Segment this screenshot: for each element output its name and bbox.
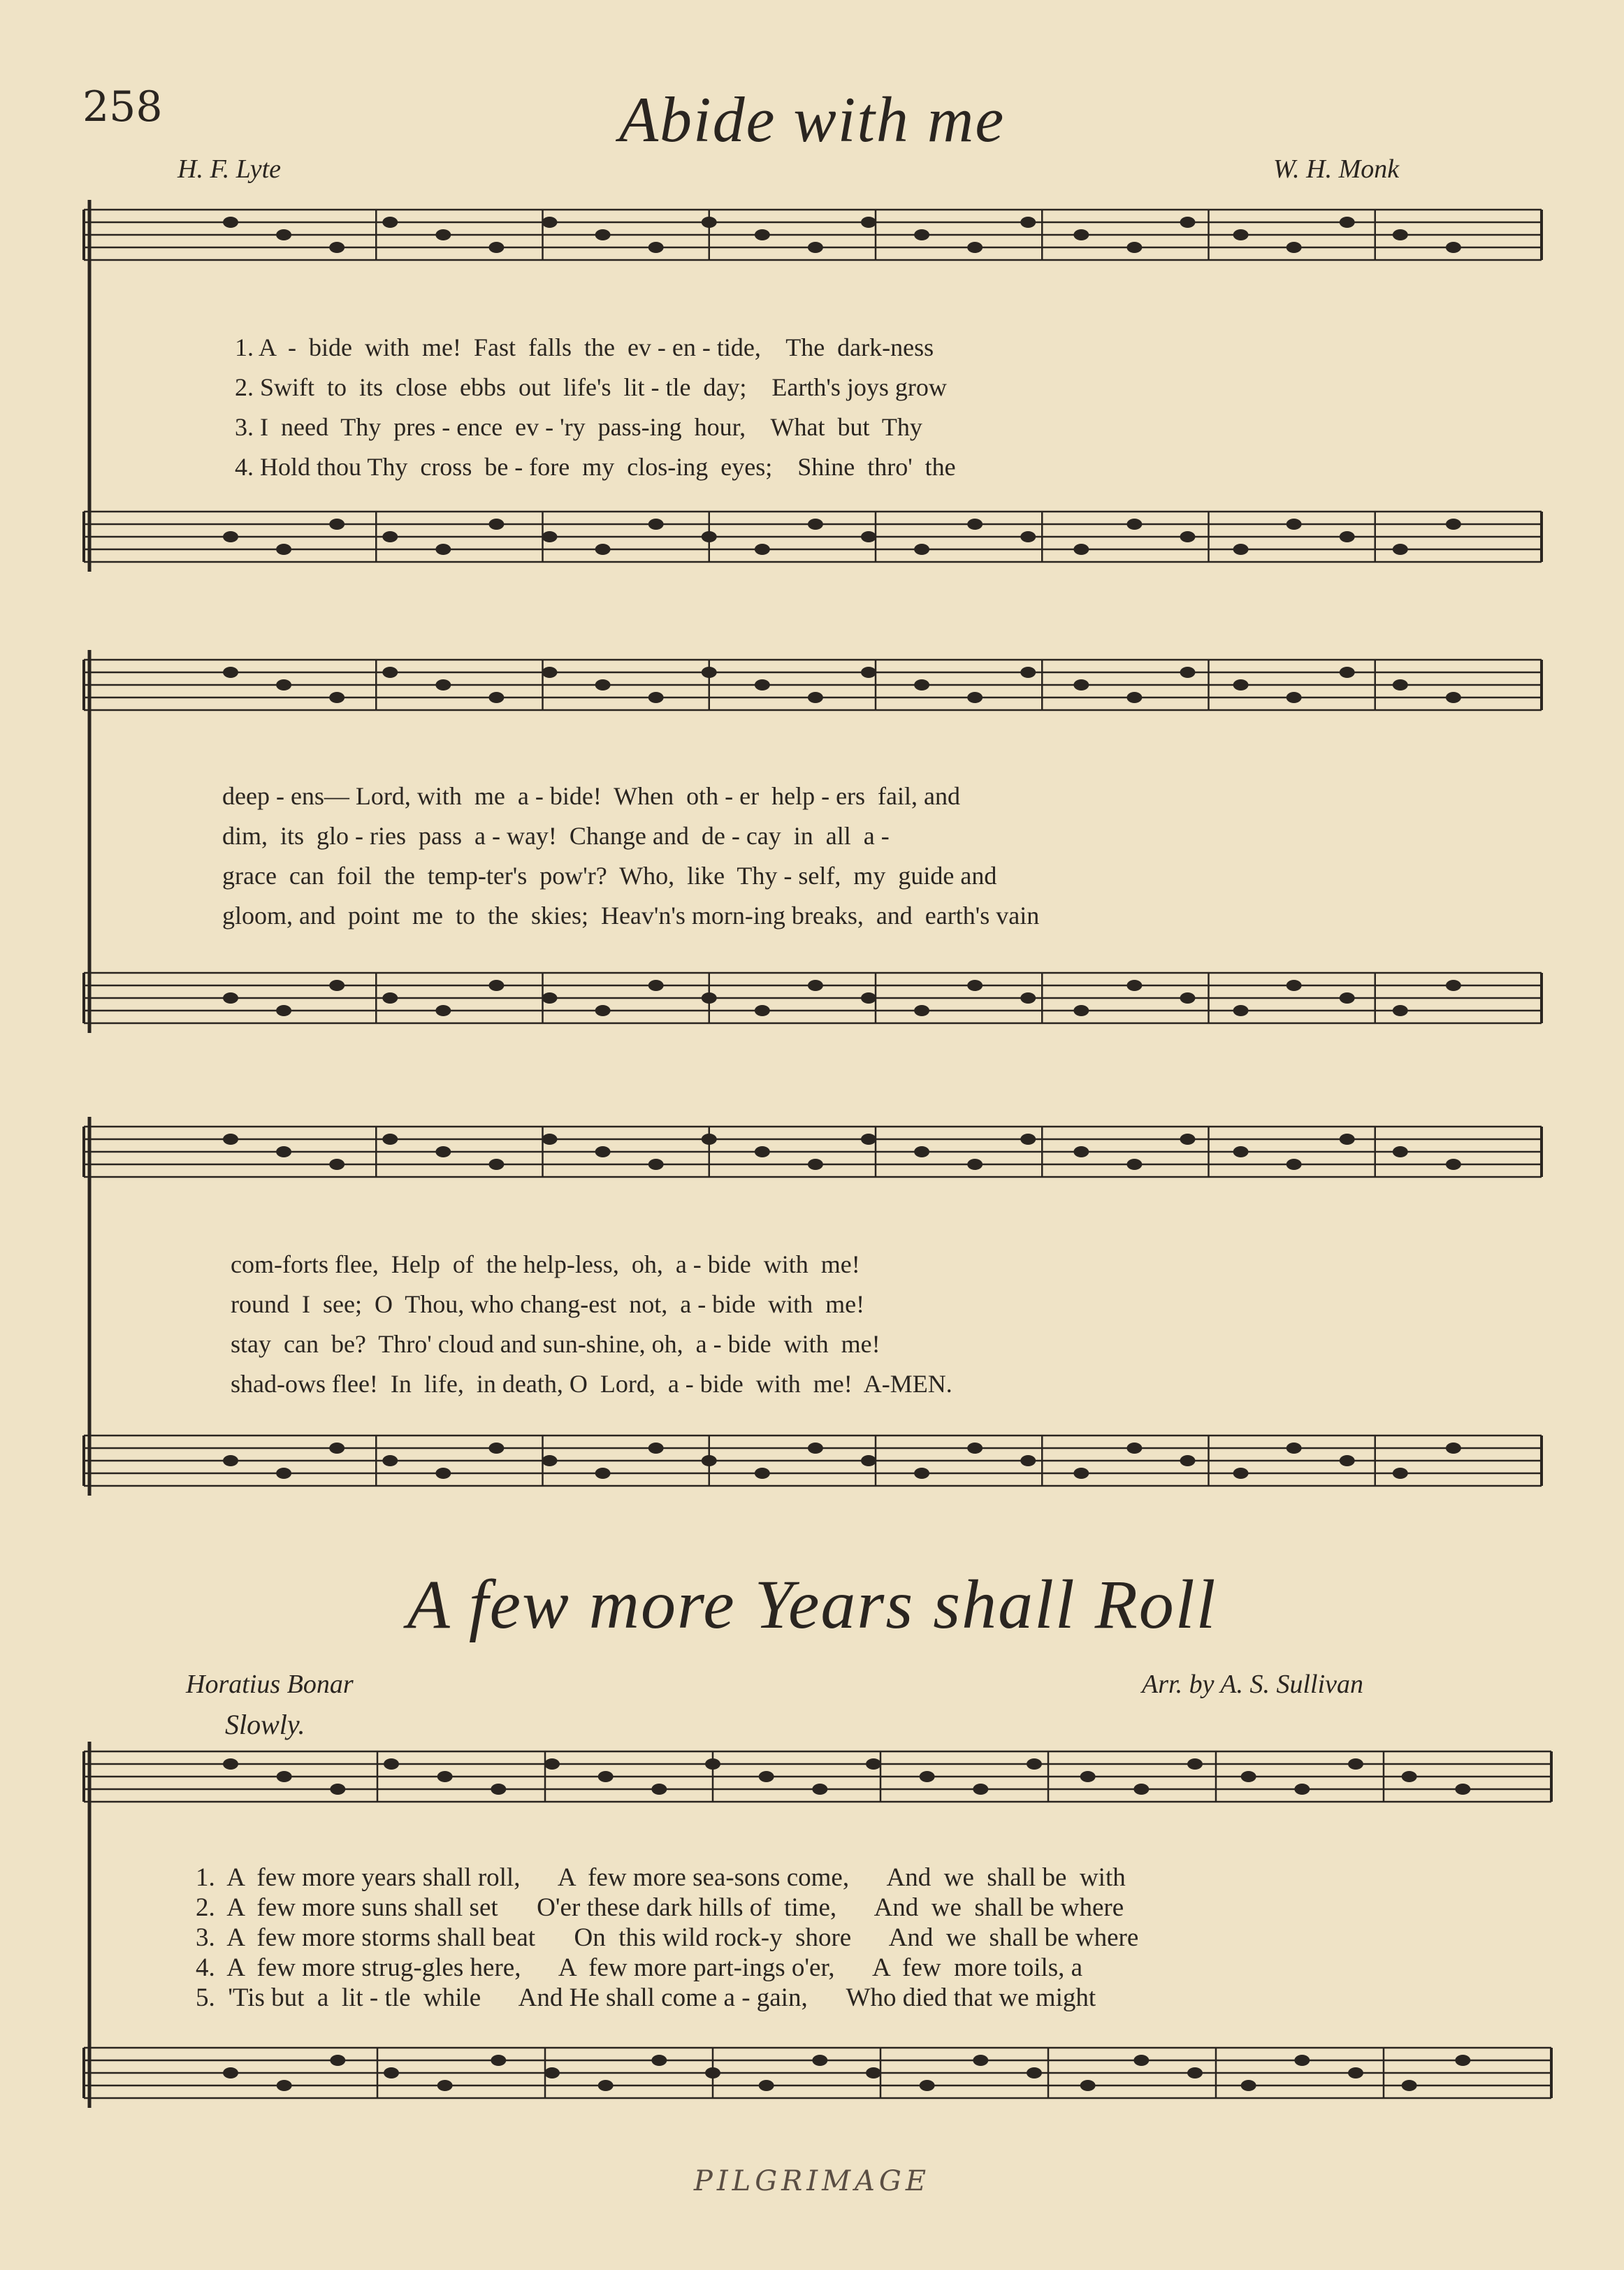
note-head: [920, 2080, 935, 2091]
note-head: [595, 229, 611, 240]
note-head: [437, 2080, 453, 2091]
note-head: [1126, 1443, 1142, 1454]
note-head: [435, 544, 451, 555]
note-head: [1073, 544, 1089, 555]
note-head: [1020, 217, 1036, 228]
note-head: [648, 692, 664, 703]
lyric-line: com-forts flee, Help of the help-less, oh, a - bide with me!: [231, 1250, 860, 1278]
note-head: [542, 531, 558, 542]
note-head: [382, 992, 398, 1004]
hymn2-lyricist-credit: Horatius Bonar: [186, 1670, 354, 1699]
note-head: [808, 242, 823, 253]
tempo-marking: Slowly.: [225, 1709, 305, 1740]
lyric-line: 3. I need Thy pres - ence ev - 'ry pass-ing hour, What but Thy: [235, 413, 922, 441]
lyric-line: stay can be? Thro' cloud and sun-shine, oh, a - bide with me!: [231, 1330, 880, 1358]
note-head: [1187, 2067, 1203, 2079]
note-head: [595, 1005, 611, 1016]
note-head: [1180, 1455, 1196, 1466]
note-head: [435, 1146, 451, 1157]
note-head: [866, 2067, 881, 2079]
lyric-line: 5. 'Tis but a lit - tle while And He shall come a - gain, Who died that we might: [196, 1983, 1096, 2012]
note-head: [866, 1758, 881, 1770]
note-head: [1020, 1455, 1036, 1466]
note-head: [1393, 1468, 1408, 1479]
note-head: [1233, 679, 1249, 691]
note-head: [705, 1758, 720, 1770]
note-head: [1286, 980, 1302, 991]
note-head: [382, 667, 398, 678]
note-head: [330, 2055, 345, 2066]
note-head: [914, 1005, 929, 1016]
note-head: [755, 1005, 770, 1016]
note-head: [488, 980, 504, 991]
note-head: [1073, 1468, 1089, 1479]
note-head: [223, 531, 238, 542]
note-head: [435, 1005, 451, 1016]
note-head: [1073, 229, 1089, 240]
note-head: [488, 692, 504, 703]
note-head: [1402, 2080, 1417, 2091]
note-head: [1073, 679, 1089, 691]
note-head: [1233, 1468, 1249, 1479]
note-head: [1340, 1455, 1355, 1466]
note-head: [595, 1468, 611, 1479]
note-head: [542, 667, 558, 678]
note-head: [223, 2067, 238, 2079]
note-head: [435, 229, 451, 240]
note-head: [329, 692, 345, 703]
note-head: [967, 1159, 983, 1170]
note-head: [973, 2055, 988, 2066]
note-head: [1446, 242, 1461, 253]
note-head: [1286, 519, 1302, 530]
note-head: [223, 1134, 238, 1145]
note-head: [1393, 229, 1408, 240]
note-head: [1393, 679, 1408, 691]
note-head: [276, 679, 291, 691]
note-head: [435, 1468, 451, 1479]
note-head: [702, 992, 717, 1004]
hymn2-arranger-credit: Arr. by A. S. Sullivan: [1142, 1670, 1364, 1699]
note-head: [1180, 1134, 1196, 1145]
lyric-line: deep - ens— Lord, with me a - bide! When oth - er help - ers fail, and: [222, 782, 960, 810]
note-head: [755, 229, 770, 240]
note-head: [276, 1468, 291, 1479]
note-head: [1126, 1159, 1142, 1170]
lyric-line: dim, its glo - ries pass a - way! Change and de - cay in all a -: [222, 822, 890, 850]
note-head: [755, 1146, 770, 1157]
note-head: [702, 1134, 717, 1145]
note-head: [1027, 2067, 1042, 2079]
lyric-line: gloom, and point me to the skies; Heav'n's morn-ing breaks, and earth's vain: [222, 902, 1040, 930]
note-head: [1233, 229, 1249, 240]
lyricist-credit: H. F. Lyte: [177, 154, 282, 184]
note-head: [223, 992, 238, 1004]
note-head: [808, 519, 823, 530]
note-head: [276, 1146, 291, 1157]
note-head: [967, 519, 983, 530]
note-head: [1133, 2055, 1149, 2066]
hymn-title: Abide with me: [618, 84, 1006, 155]
note-head: [808, 1159, 823, 1170]
note-head: [1126, 980, 1142, 991]
note-head: [277, 1771, 292, 1782]
note-head: [702, 1455, 717, 1466]
note-head: [595, 544, 611, 555]
note-head: [1233, 1146, 1249, 1157]
note-head: [973, 1784, 988, 1795]
note-head: [1126, 242, 1142, 253]
note-head: [1073, 1005, 1089, 1016]
note-head: [382, 531, 398, 542]
lyric-line: 3. A few more storms shall beat On this wild rock-y shore And we shall be where: [196, 1923, 1139, 1952]
note-head: [1286, 1159, 1302, 1170]
note-head: [1233, 1005, 1249, 1016]
note-head: [1241, 1771, 1256, 1782]
note-head: [1294, 2055, 1310, 2066]
note-head: [967, 980, 983, 991]
note-head: [1133, 1784, 1149, 1795]
note-head: [542, 992, 558, 1004]
note-head: [914, 679, 929, 691]
note-head: [1340, 531, 1355, 542]
note-head: [648, 519, 664, 530]
note-head: [861, 1134, 876, 1145]
note-head: [914, 229, 929, 240]
note-head: [544, 1758, 560, 1770]
note-head: [1080, 2080, 1096, 2091]
note-head: [755, 544, 770, 555]
note-head: [861, 217, 876, 228]
lyric-line: 4. Hold thou Thy cross be - fore my clos-ing eyes; Shine thro' the: [235, 453, 956, 481]
note-head: [488, 519, 504, 530]
note-head: [861, 531, 876, 542]
note-head: [1286, 1443, 1302, 1454]
note-head: [1180, 531, 1196, 542]
note-head: [598, 2080, 614, 2091]
note-head: [648, 1159, 664, 1170]
note-head: [1340, 1134, 1355, 1145]
note-head: [755, 679, 770, 691]
note-head: [488, 242, 504, 253]
note-head: [223, 667, 238, 678]
note-head: [1080, 1771, 1096, 1782]
lyric-line: 1. A - bide with me! Fast falls the ev - en - tide, The dark-ness: [235, 333, 934, 361]
note-head: [1126, 519, 1142, 530]
note-head: [914, 1146, 929, 1157]
note-head: [1294, 1784, 1310, 1795]
note-head: [702, 667, 717, 678]
note-head: [329, 242, 345, 253]
note-head: [276, 229, 291, 240]
note-head: [1446, 692, 1461, 703]
note-head: [914, 544, 929, 555]
note-head: [223, 1455, 238, 1466]
note-head: [1180, 217, 1196, 228]
note-head: [1187, 1758, 1203, 1770]
tune-name: PILGRIMAGE: [693, 2165, 931, 2197]
note-head: [914, 1468, 929, 1479]
note-head: [329, 519, 345, 530]
note-head: [544, 2067, 560, 2079]
note-head: [542, 217, 558, 228]
note-head: [595, 679, 611, 691]
note-head: [488, 1443, 504, 1454]
note-head: [861, 992, 876, 1004]
note-head: [861, 1455, 876, 1466]
note-head: [1020, 992, 1036, 1004]
lyric-line: 1. A few more years shall roll, A few more sea-sons come, And we shall be with: [196, 1863, 1126, 1892]
note-head: [382, 1455, 398, 1466]
note-head: [491, 2055, 506, 2066]
note-head: [967, 1443, 983, 1454]
note-head: [1286, 692, 1302, 703]
note-head: [1393, 1005, 1408, 1016]
note-head: [542, 1134, 558, 1145]
note-head: [812, 1784, 827, 1795]
note-head: [759, 2080, 774, 2091]
note-head: [967, 692, 983, 703]
note-head: [595, 1146, 611, 1157]
note-head: [1020, 531, 1036, 542]
note-head: [276, 1005, 291, 1016]
note-head: [384, 2067, 399, 2079]
note-head: [648, 980, 664, 991]
lyric-line: grace can foil the temp-ter's pow'r? Who, like Thy - self, my guide and: [222, 862, 997, 890]
note-head: [1126, 692, 1142, 703]
note-marks: [223, 217, 1470, 2091]
note-head: [808, 1443, 823, 1454]
note-head: [651, 2055, 667, 2066]
lyric-line: 4. A few more strug-gles here, A few more part-ings o'er, A few more toils, a: [196, 1953, 1083, 1982]
composer-credit: W. H. Monk: [1273, 154, 1400, 184]
note-head: [702, 531, 717, 542]
note-head: [1455, 1784, 1470, 1795]
lyric-line: shad-ows flee! In life, in death, O Lord, a - bide with me! A-MEN.: [231, 1370, 952, 1398]
note-head: [329, 1443, 345, 1454]
note-head: [1393, 1146, 1408, 1157]
note-head: [651, 1784, 667, 1795]
note-head: [920, 1771, 935, 1782]
lyric-line: 2. A few more suns shall set O'er these dark hills of time, And we shall be where: [196, 1893, 1124, 1922]
note-head: [702, 217, 717, 228]
note-head: [1340, 992, 1355, 1004]
note-head: [1233, 544, 1249, 555]
note-head: [1020, 667, 1036, 678]
note-head: [808, 980, 823, 991]
note-head: [223, 1758, 238, 1770]
note-head: [1020, 1134, 1036, 1145]
note-head: [1446, 1443, 1461, 1454]
note-head: [1340, 217, 1355, 228]
note-head: [648, 242, 664, 253]
note-head: [755, 1468, 770, 1479]
note-head: [542, 1455, 558, 1466]
note-head: [276, 544, 291, 555]
hymn2-title: A few more Years shall Roll: [407, 1566, 1217, 1643]
note-head: [1027, 1758, 1042, 1770]
page-number: 258: [82, 82, 163, 131]
note-head: [491, 1784, 506, 1795]
note-head: [1393, 544, 1408, 555]
note-head: [759, 1771, 774, 1782]
note-head: [1286, 242, 1302, 253]
lyric-line: 2. Swift to its close ebbs out life's lit - tle day; Earth's joys grow: [235, 373, 947, 401]
note-head: [808, 692, 823, 703]
note-head: [1446, 980, 1461, 991]
note-head: [488, 1159, 504, 1170]
note-head: [382, 1134, 398, 1145]
note-head: [437, 1771, 453, 1782]
note-head: [435, 679, 451, 691]
note-head: [1073, 1146, 1089, 1157]
note-head: [1446, 1159, 1461, 1170]
note-head: [705, 2067, 720, 2079]
note-head: [329, 1159, 345, 1170]
note-head: [223, 217, 238, 228]
note-head: [329, 980, 345, 991]
note-head: [277, 2080, 292, 2091]
note-head: [861, 667, 876, 678]
lyric-line: round I see; O Thou, who chang-est not, a - bide with me!: [231, 1290, 865, 1318]
note-head: [1348, 1758, 1363, 1770]
note-head: [1180, 992, 1196, 1004]
note-head: [384, 1758, 399, 1770]
note-head: [598, 1771, 614, 1782]
note-head: [330, 1784, 345, 1795]
note-head: [1455, 2055, 1470, 2066]
note-head: [1241, 2080, 1256, 2091]
note-head: [1180, 667, 1196, 678]
note-head: [812, 2055, 827, 2066]
staff-lines: [84, 200, 1551, 2108]
note-head: [1340, 667, 1355, 678]
note-head: [1402, 1771, 1417, 1782]
note-head: [1446, 519, 1461, 530]
note-head: [967, 242, 983, 253]
note-head: [648, 1443, 664, 1454]
note-head: [1348, 2067, 1363, 2079]
note-head: [382, 217, 398, 228]
